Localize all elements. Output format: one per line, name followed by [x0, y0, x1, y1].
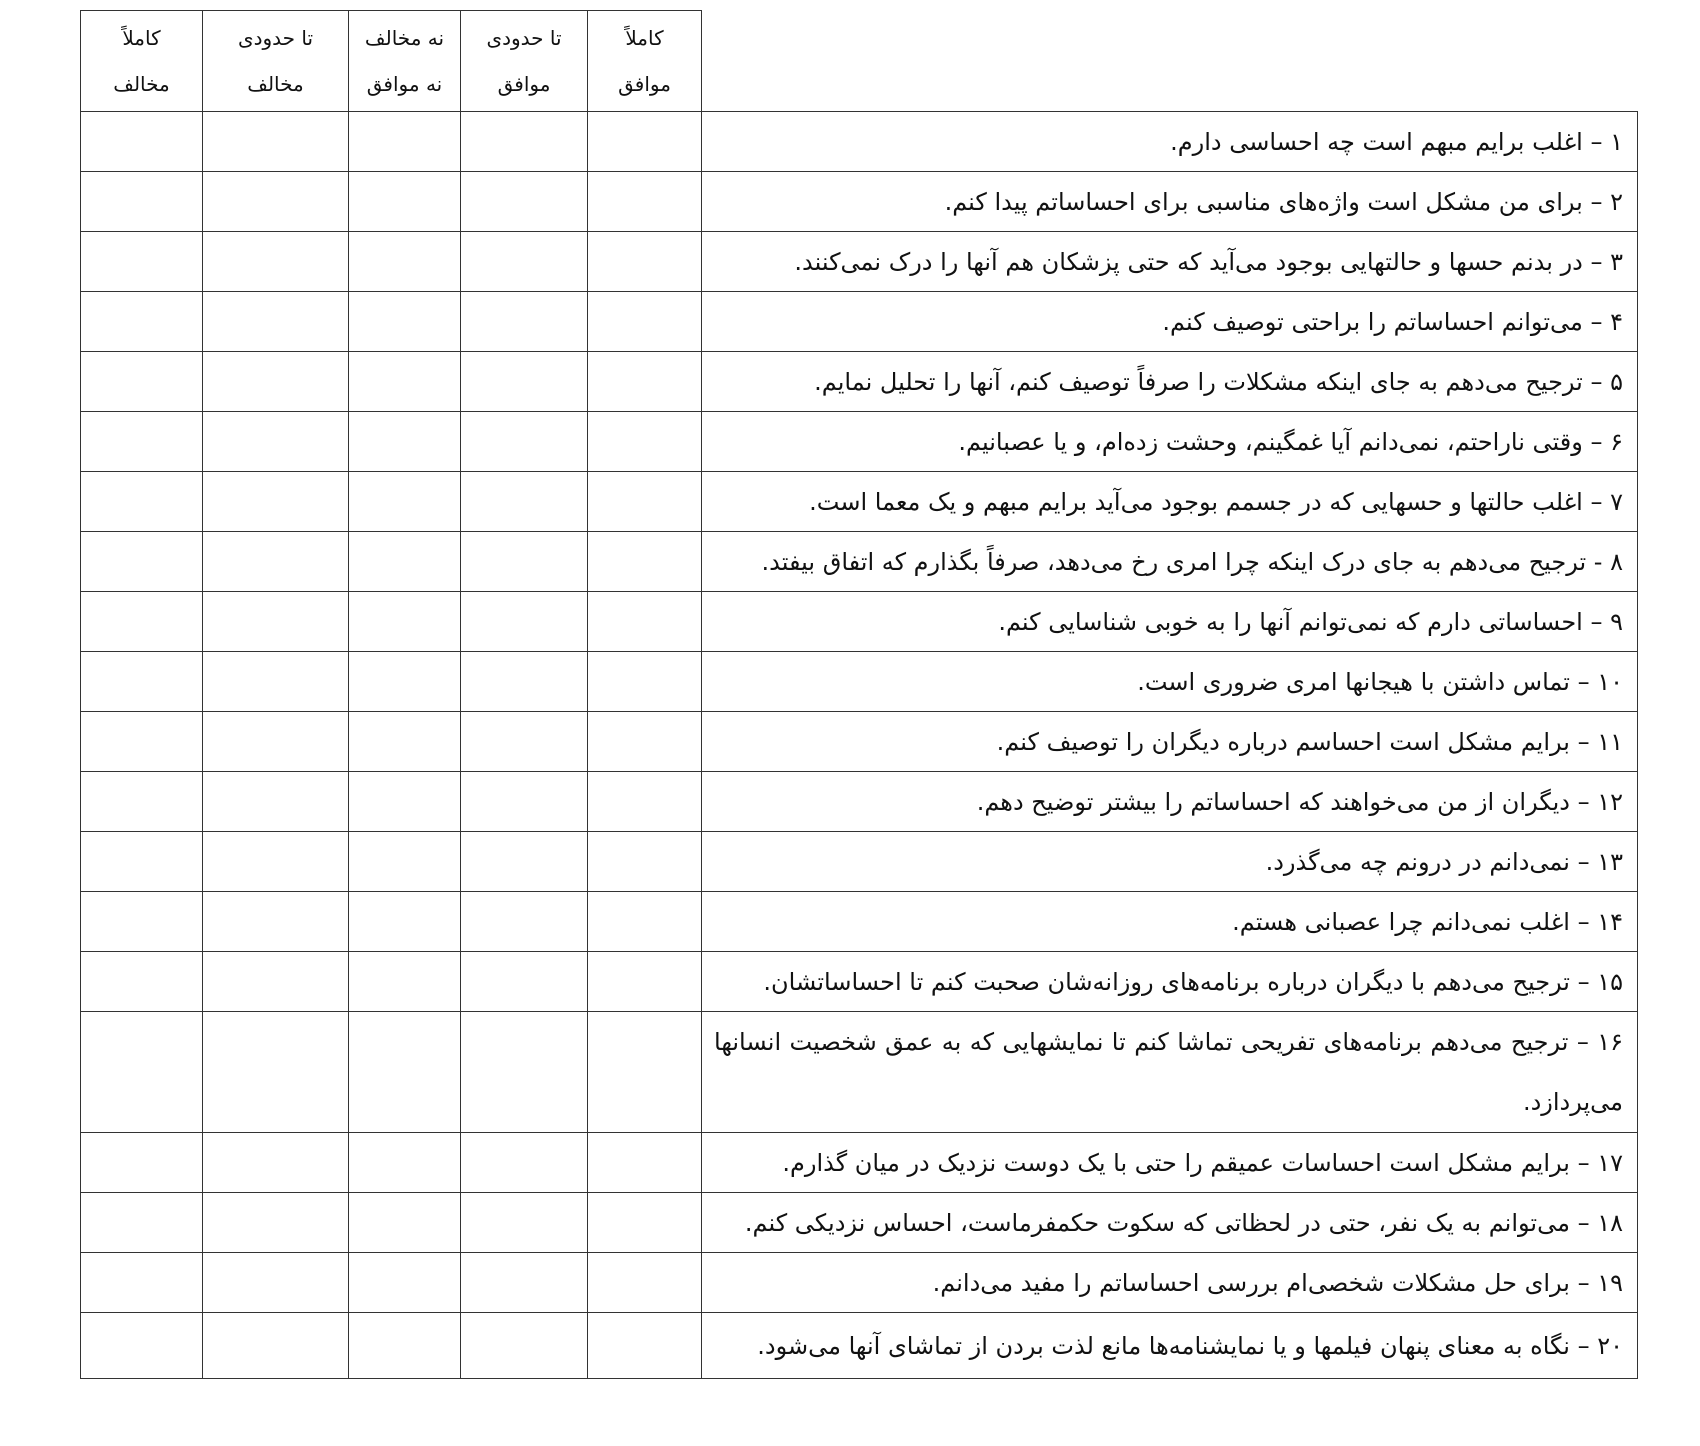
answer-cell-somewhat-agree[interactable] [461, 1133, 588, 1193]
question-row [81, 1193, 1638, 1253]
question-text: ۷ – اغلب حالتها و حسهایی که در جسمم بوجود می‌آید برایم مبهم و یک معما است. [702, 472, 1638, 532]
column-header-fully-agree [588, 11, 702, 112]
answer-cell-fully-agree[interactable] [588, 952, 702, 1012]
answer-cell-neutral[interactable] [349, 112, 461, 172]
answer-cell-neutral[interactable] [349, 952, 461, 1012]
answer-cell-somewhat-disagree[interactable] [203, 532, 349, 592]
column-header-line: نه مخالف [364, 26, 445, 50]
column-header-neutral [349, 11, 461, 112]
answer-cell-neutral[interactable] [349, 772, 461, 832]
column-header-line: کاملاً [122, 26, 161, 50]
answer-cell-fully-agree[interactable] [588, 472, 702, 532]
question-row [81, 1253, 1638, 1313]
question-row [81, 292, 1638, 352]
question-row [81, 952, 1638, 1012]
answer-cell-neutral[interactable] [349, 232, 461, 292]
question-text: ۱۹ – برای حل مشکلات شخصی‌ام بررسی احساساتم را مفید می‌دانم. [702, 1253, 1638, 1313]
answer-cell-fully-agree[interactable] [588, 112, 702, 172]
answer-cell-neutral[interactable] [349, 832, 461, 892]
answer-cell-fully-agree[interactable] [588, 412, 702, 472]
answer-cell-fully-agree[interactable] [588, 892, 702, 952]
answer-cell-fully-agree[interactable] [588, 352, 702, 412]
answer-cell-fully-agree[interactable] [588, 232, 702, 292]
answer-cell-fully-disagree[interactable] [81, 412, 203, 472]
answer-cell-somewhat-agree[interactable] [461, 1193, 588, 1253]
answer-cell-fully-disagree[interactable] [81, 832, 203, 892]
answer-cell-fully-agree[interactable] [588, 292, 702, 352]
answer-cell-neutral[interactable] [349, 292, 461, 352]
question-text: ۱ – اغلب برایم مبهم است چه احساسی دارم. [702, 112, 1638, 172]
answer-cell-somewhat-agree[interactable] [461, 832, 588, 892]
answer-cell-fully-agree[interactable] [588, 1193, 702, 1253]
answer-cell-neutral[interactable] [349, 412, 461, 472]
question-text: ۴ – می‌توانم احساساتم را براحتی توصیف کنم. [702, 292, 1638, 352]
answer-cell-fully-disagree[interactable] [81, 1012, 203, 1133]
answer-cell-fully-disagree[interactable] [81, 472, 203, 532]
question-text: ۱۶ – ترجیح می‌دهم برنامه‌های تفریحی تماشا کنم تا نمایشهایی که به عمق شخصیت انسانها می‌پردازد. [702, 1012, 1638, 1133]
question-row [81, 652, 1638, 712]
answer-cell-somewhat-agree[interactable] [461, 652, 588, 712]
answer-cell-neutral[interactable] [349, 712, 461, 772]
answer-cell-fully-disagree[interactable] [81, 1193, 203, 1253]
answer-cell-fully-disagree[interactable] [81, 532, 203, 592]
column-header-line: نه موافق [366, 72, 443, 96]
answer-cell-somewhat-agree[interactable] [461, 1012, 588, 1133]
answer-cell-fully-disagree[interactable] [81, 772, 203, 832]
answer-cell-somewhat-agree[interactable] [461, 772, 588, 832]
question-text: ۱۵ – ترجیح می‌دهم با دیگران درباره برنامه‌های روزانه‌شان صحبت کنم تا احساساتشان. [702, 952, 1638, 1012]
answer-cell-fully-agree[interactable] [588, 832, 702, 892]
answer-cell-fully-agree[interactable] [588, 712, 702, 772]
column-header-line: کاملاً [625, 26, 664, 50]
column-header-line: مخالف [247, 72, 304, 96]
answer-cell-somewhat-disagree[interactable] [203, 472, 349, 532]
answer-cell-somewhat-disagree[interactable] [203, 1133, 349, 1193]
answer-cell-neutral[interactable] [349, 1133, 461, 1193]
answer-cell-somewhat-agree[interactable] [461, 952, 588, 1012]
answer-cell-neutral[interactable] [349, 1193, 461, 1253]
answer-cell-neutral[interactable] [349, 592, 461, 652]
column-header-line: تا حدودی [486, 26, 562, 50]
answer-cell-fully-agree[interactable] [588, 532, 702, 592]
answer-cell-somewhat-disagree[interactable] [203, 592, 349, 652]
answer-cell-somewhat-disagree[interactable] [203, 1313, 349, 1379]
answer-cell-fully-agree[interactable] [588, 652, 702, 712]
answer-cell-fully-disagree[interactable] [81, 112, 203, 172]
answer-cell-fully-agree[interactable] [588, 772, 702, 832]
question-text: ۱۴ – اغلب نمی‌دانم چرا عصبانی هستم. [702, 892, 1638, 952]
answer-cell-fully-agree[interactable] [588, 1133, 702, 1193]
header-blank-cell [702, 11, 1638, 112]
answer-cell-neutral[interactable] [349, 892, 461, 952]
question-text: ۸ - ترجیح می‌دهم به جای درک اینکه چرا امری رخ می‌دهد، صرفاً بگذارم که اتفاق بیفتد. [702, 532, 1638, 592]
answer-cell-neutral[interactable] [349, 1313, 461, 1379]
question-row [81, 532, 1638, 592]
answer-cell-somewhat-disagree[interactable] [203, 832, 349, 892]
question-row [81, 892, 1638, 952]
column-header-line: موافق [618, 72, 671, 96]
answer-cell-fully-disagree[interactable] [81, 712, 203, 772]
answer-cell-somewhat-disagree[interactable] [203, 1012, 349, 1133]
question-text: ۹ – احساساتی دارم که نمی‌توانم آنها را به خوبی شناسایی کنم. [702, 592, 1638, 652]
question-row [81, 472, 1638, 532]
answer-cell-fully-disagree[interactable] [81, 172, 203, 232]
answer-cell-somewhat-disagree[interactable] [203, 652, 349, 712]
answer-cell-fully-disagree[interactable] [81, 352, 203, 412]
answer-cell-somewhat-disagree[interactable] [203, 772, 349, 832]
answer-cell-fully-disagree[interactable] [81, 1313, 203, 1379]
question-text: ۶ – وقتی ناراحتم، نمی‌دانم آیا غمگینم، وحشت زده‌ام، و یا عصبانیم. [702, 412, 1638, 472]
answer-cell-somewhat-agree[interactable] [461, 172, 588, 232]
column-header-somewhat-disagree [203, 11, 349, 112]
answer-cell-somewhat-disagree[interactable] [203, 892, 349, 952]
answer-cell-somewhat-disagree[interactable] [203, 412, 349, 472]
column-header-line: موافق [497, 72, 551, 96]
answer-cell-fully-agree[interactable] [588, 1313, 702, 1379]
question-row [81, 1012, 1638, 1133]
answer-cell-somewhat-disagree[interactable] [203, 292, 349, 352]
column-header-line: مخالف [113, 72, 170, 96]
answer-cell-somewhat-agree[interactable] [461, 232, 588, 292]
answer-cell-somewhat-agree[interactable] [461, 892, 588, 952]
question-text: ۳ – در بدنم حسها و حالتهایی بوجود می‌آید که حتی پزشکان هم آنها را درک نمی‌کنند. [702, 232, 1638, 292]
answer-cell-somewhat-agree[interactable] [461, 592, 588, 652]
question-text: ۱۷ – برایم مشکل است احساسات عمیقم را حتی با یک دوست نزدیک در میان گذارم. [702, 1133, 1638, 1193]
answer-cell-fully-agree[interactable] [588, 172, 702, 232]
answer-cell-somewhat-disagree[interactable] [203, 172, 349, 232]
question-row [81, 1313, 1638, 1379]
answer-cell-fully-disagree[interactable] [81, 892, 203, 952]
answer-cell-neutral[interactable] [349, 1012, 461, 1133]
answer-cell-somewhat-agree[interactable] [461, 412, 588, 472]
answer-cell-somewhat-disagree[interactable] [203, 952, 349, 1012]
question-row [81, 412, 1638, 472]
question-text: ۱۸ – می‌توانم به یک نفر، حتی در لحظاتی که سکوت حکمفرماست، احساس نزدیکی کنم. [702, 1193, 1638, 1253]
questionnaire-table [80, 10, 1638, 1379]
answer-cell-fully-agree[interactable] [588, 1012, 702, 1133]
answer-cell-fully-disagree[interactable] [81, 232, 203, 292]
answer-cell-somewhat-agree[interactable] [461, 712, 588, 772]
question-text: ۱۰ – تماس داشتن با هیجانها امری ضروری است. [702, 652, 1638, 712]
question-text: ۲۰ – نگاه به معنای پنهان فیلمها و یا نمایشنامه‌ها مانع لذت بردن از تماشای آنها می‌شود. [702, 1313, 1638, 1379]
answer-cell-fully-disagree[interactable] [81, 1253, 203, 1313]
question-row [81, 352, 1638, 412]
answer-cell-somewhat-disagree[interactable] [203, 112, 349, 172]
answer-cell-somewhat-agree[interactable] [461, 112, 588, 172]
answer-cell-somewhat-disagree[interactable] [203, 232, 349, 292]
answer-cell-somewhat-agree[interactable] [461, 352, 588, 412]
question-row [81, 172, 1638, 232]
question-row [81, 592, 1638, 652]
question-text: ۵ – ترجیح می‌دهم به جای اینکه مشکلات را صرفاً توصیف کنم، آنها را تحلیل نمایم. [702, 352, 1638, 412]
question-row [81, 832, 1638, 892]
answer-cell-neutral[interactable] [349, 652, 461, 712]
answer-cell-fully-disagree[interactable] [81, 652, 203, 712]
question-text: ۲ – برای من مشکل است واژه‌های مناسبی برای احساساتم پیدا کنم. [702, 172, 1638, 232]
column-header-somewhat-agree [461, 11, 588, 112]
answer-cell-fully-disagree[interactable] [81, 592, 203, 652]
answer-cell-somewhat-disagree[interactable] [203, 1253, 349, 1313]
answer-cell-fully-agree[interactable] [588, 592, 702, 652]
question-row [81, 112, 1638, 172]
question-text: ۱۳ – نمی‌دانم در درونم چه می‌گذرد. [702, 832, 1638, 892]
answer-cell-somewhat-agree[interactable] [461, 472, 588, 532]
answer-cell-neutral[interactable] [349, 1253, 461, 1313]
question-row [81, 232, 1638, 292]
answer-cell-neutral[interactable] [349, 532, 461, 592]
answer-cell-neutral[interactable] [349, 472, 461, 532]
question-row [81, 1133, 1638, 1193]
answer-cell-fully-disagree[interactable] [81, 292, 203, 352]
answer-cell-neutral[interactable] [349, 352, 461, 412]
question-row [81, 772, 1638, 832]
answer-cell-neutral[interactable] [349, 172, 461, 232]
column-header-line: تا حدودی [237, 26, 314, 50]
answer-cell-somewhat-agree[interactable] [461, 532, 588, 592]
answer-cell-fully-agree[interactable] [588, 1253, 702, 1313]
answer-cell-fully-disagree[interactable] [81, 1133, 203, 1193]
question-text: ۱۲ – دیگران از من می‌خواهند که احساساتم را بیشتر توضیح دهم. [702, 772, 1638, 832]
answer-cell-somewhat-agree[interactable] [461, 1253, 588, 1313]
header-row [81, 11, 1638, 112]
answer-cell-somewhat-disagree[interactable] [203, 1193, 349, 1253]
question-text: ۱۱ – برایم مشکل است احساسم درباره دیگران را توصیف کنم. [702, 712, 1638, 772]
column-header-fully-disagree [81, 11, 203, 112]
answer-cell-somewhat-agree[interactable] [461, 292, 588, 352]
answer-cell-fully-disagree[interactable] [81, 952, 203, 1012]
question-row [81, 712, 1638, 772]
answer-cell-somewhat-disagree[interactable] [203, 712, 349, 772]
answer-cell-somewhat-disagree[interactable] [203, 352, 349, 412]
answer-cell-somewhat-agree[interactable] [461, 1313, 588, 1379]
